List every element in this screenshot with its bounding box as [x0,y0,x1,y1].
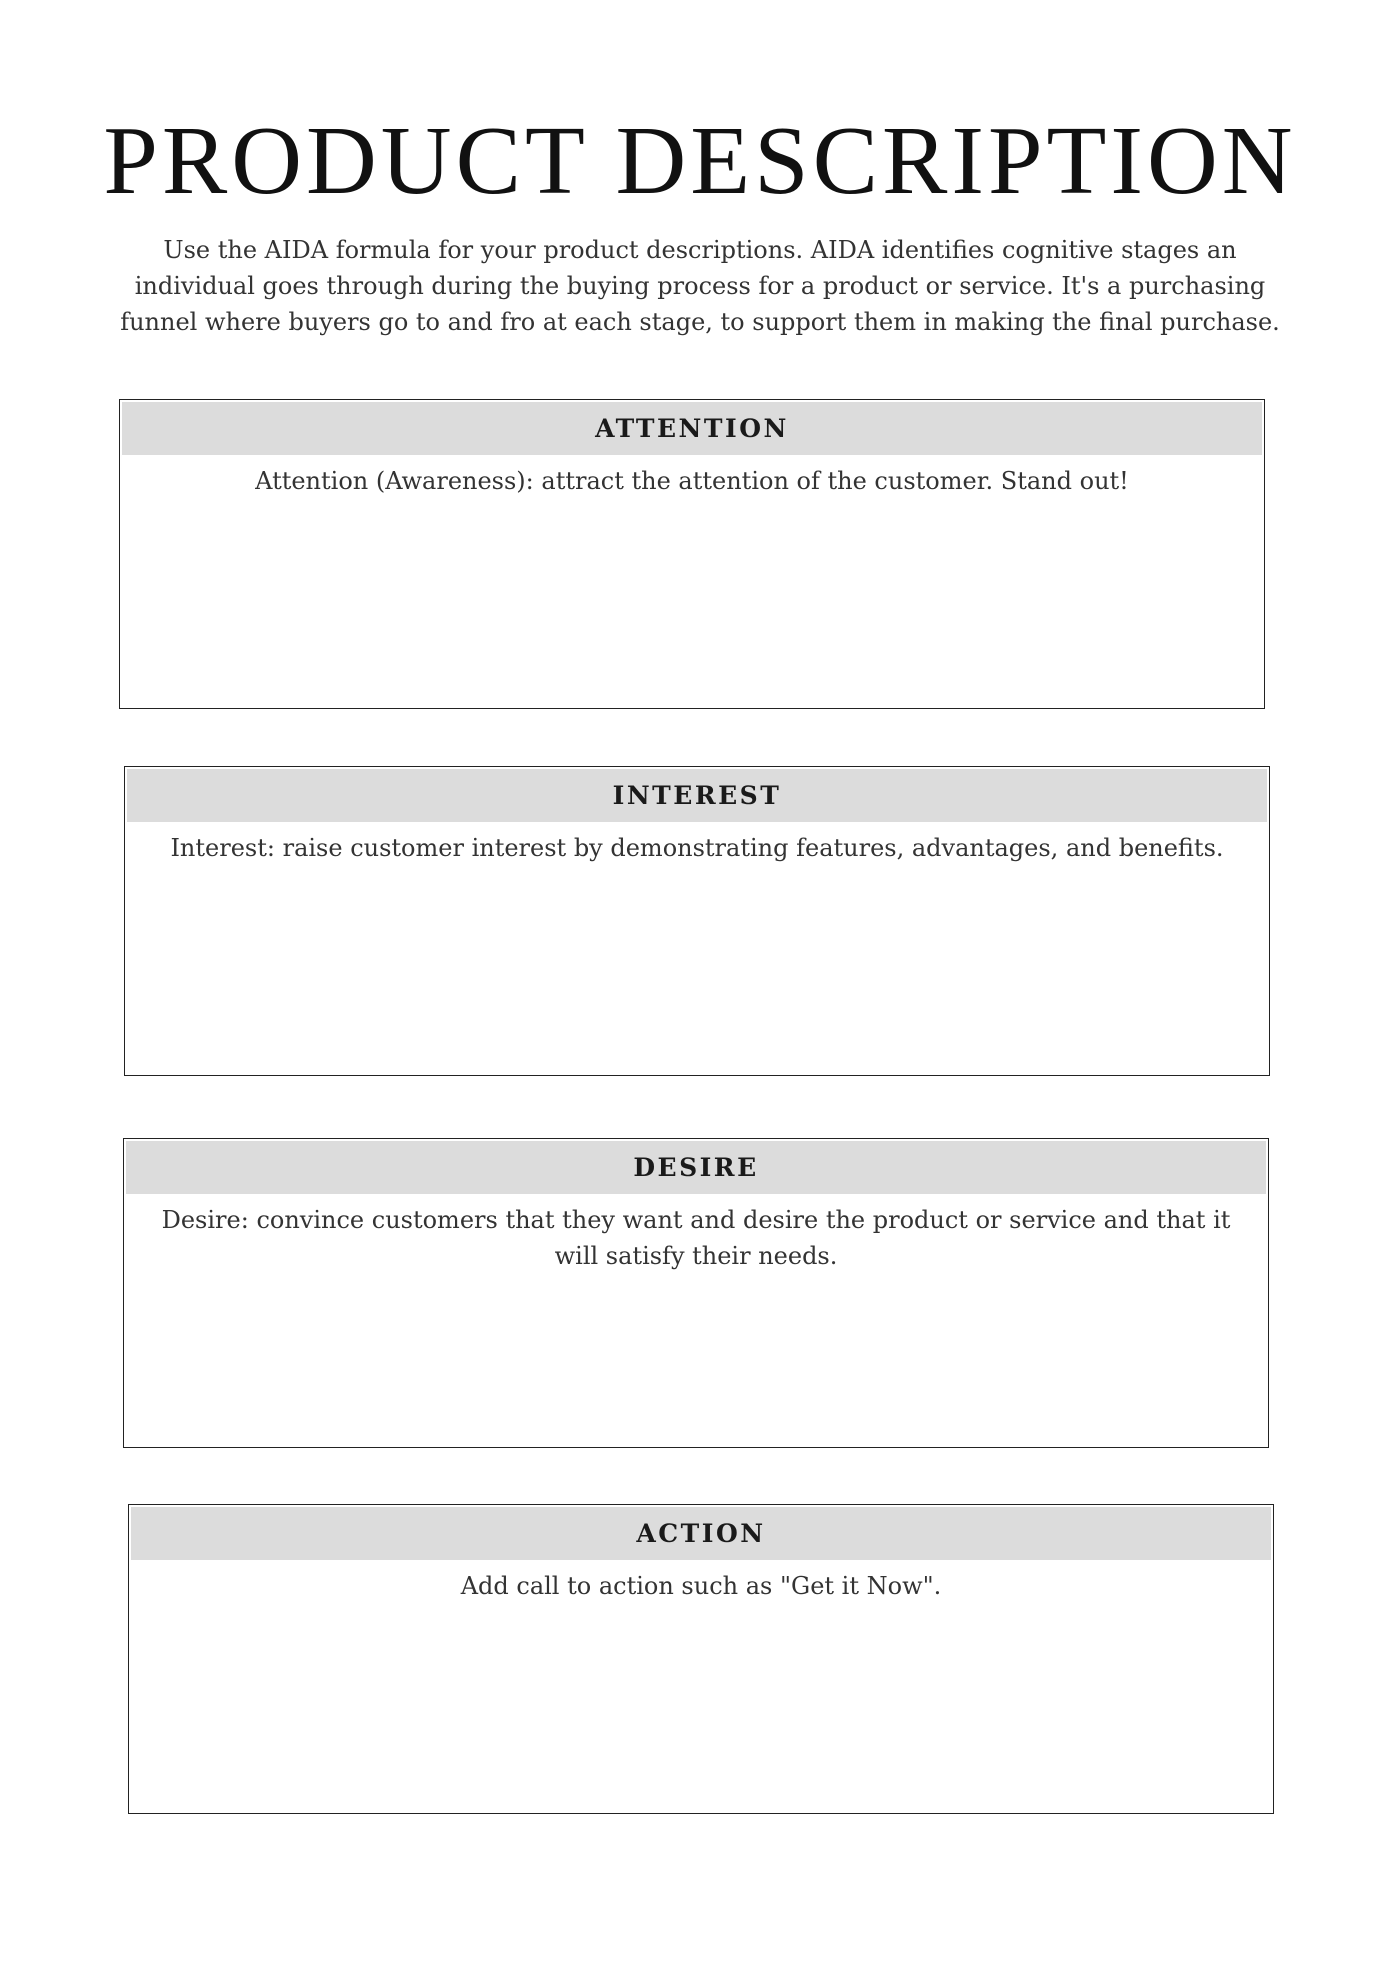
desire-heading: DESIRE [126,1141,1266,1194]
page-title: PRODUCT DESCRIPTION [103,107,1297,215]
interest-heading: INTEREST [127,769,1267,822]
interest-description: Interest: raise customer interest by demonstrating features, advantages, and benefits. [170,834,1224,862]
interest-section[interactable] [124,766,1270,1076]
attention-section[interactable] [119,399,1265,709]
attention-description: Attention (Awareness): attract the attention of the customer. Stand out! [255,467,1129,495]
desire-description: Desire: convince customers that they want and desire the product or service and that it will satisfy their needs. [161,1206,1231,1270]
action-description: Add call to action such as "Get it Now". [460,1572,942,1600]
action-heading: ACTION [131,1507,1271,1560]
attention-heading: ATTENTION [122,402,1262,455]
action-section[interactable] [128,1504,1274,1814]
intro-paragraph: Use the AIDA formula for your product descriptions. AIDA identifies cognitive stages an individual goes through during the buying process for a product or service. It's a purchasing funnel where buyers go to and fro at each stage, to support them in making the final purchase. [120,236,1280,336]
desire-section[interactable] [123,1138,1269,1448]
